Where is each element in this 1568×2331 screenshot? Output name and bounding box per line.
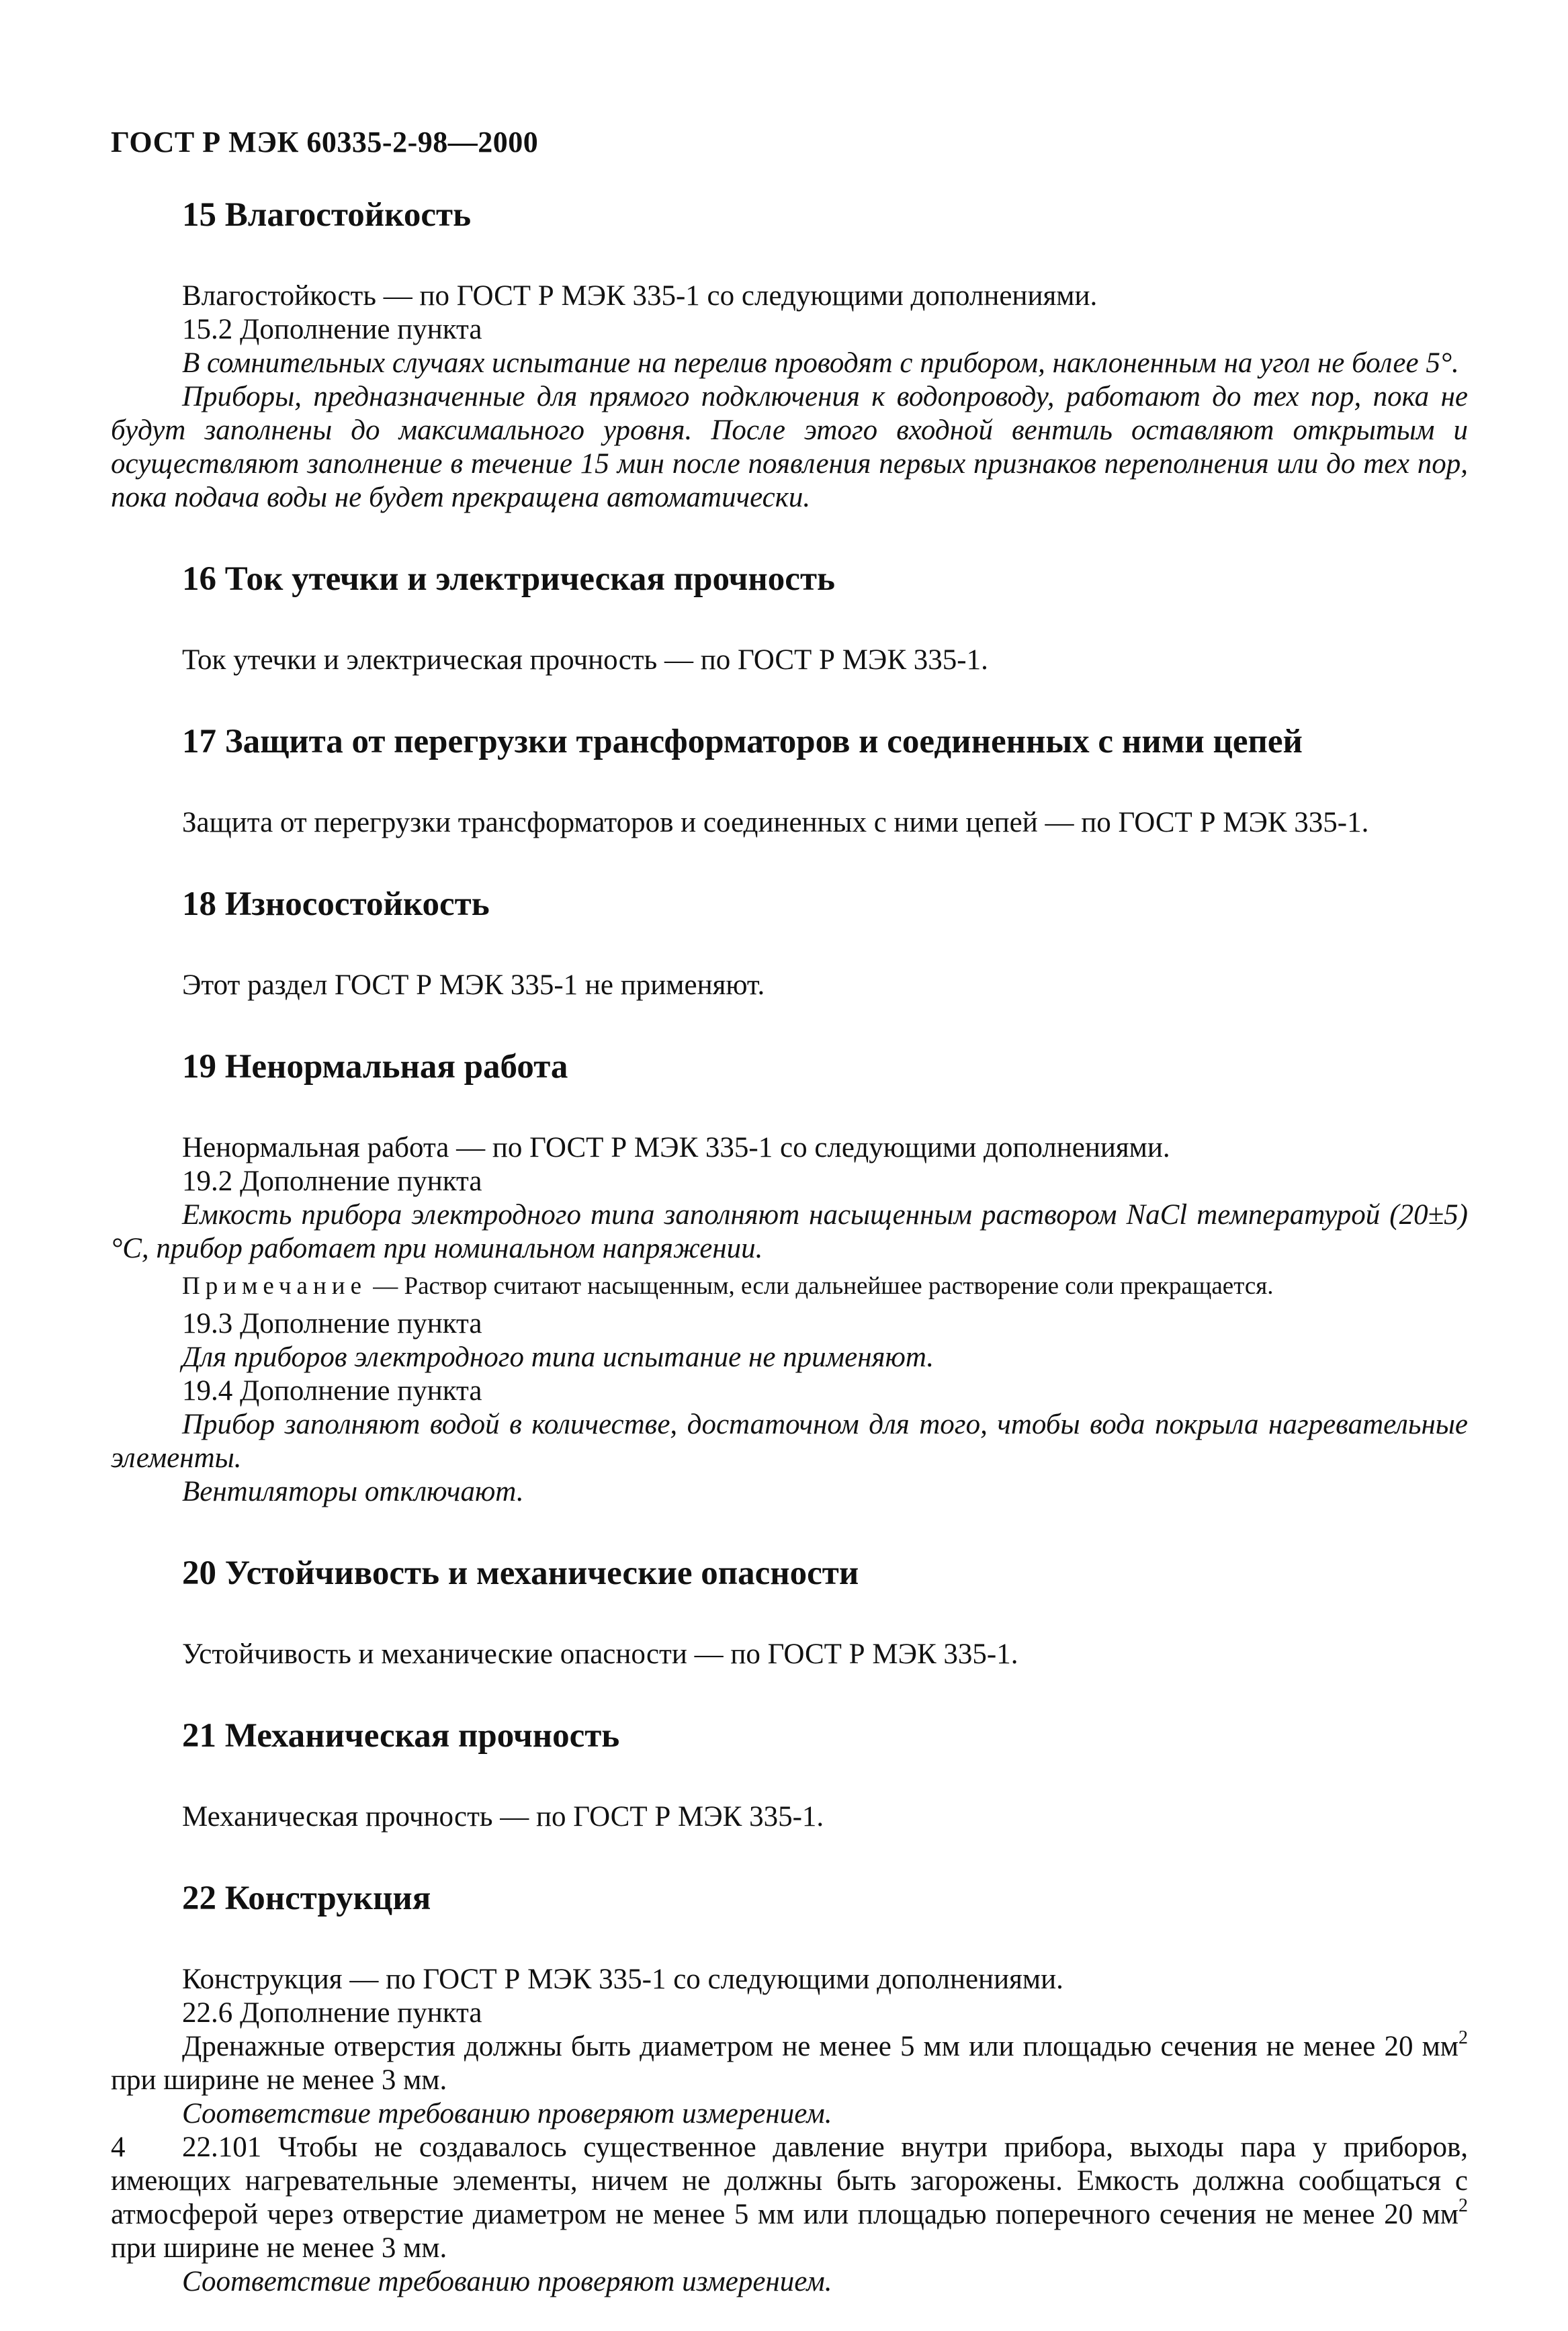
section-title: 18 Износостойкость <box>182 885 490 923</box>
section-18 <box>111 884 1468 1002</box>
paragraph: Для приборов электродного типа испытание не применяют. <box>182 1342 934 1373</box>
paragraph: 22.101 Чтобы не создавалось существенное давление внутри прибора, выходы пара у приборов, имеющих нагревательные элементы, ничем не должны быть загорожены. Емкость должна сообщаться с атмосферой через отверстие диаметром не менее 5 мм или площадью поперечного сечения не менее 20 $мм^2$ при ширине не менее 3 мм. <box>111 2131 1468 2264</box>
paragraph: Вентиляторы отключают. <box>182 1476 524 1507</box>
section-title: 21 Механическая прочность <box>182 1717 620 1755</box>
section-21 <box>111 1716 1468 1834</box>
clause-heading: 19.2 Дополнение пункта <box>182 1166 482 1197</box>
clause-heading: 19.4 Дополнение пункта <box>182 1375 482 1407</box>
paragraph: Конструкция — по ГОСТ Р МЭК 335-1 со следующими дополнениями. <box>182 1964 1063 1995</box>
paragraph: Влагостойкость — по ГОСТ Р МЭК 335-1 со следующими дополнениями. <box>182 280 1098 312</box>
paragraph: Соответствие требованию проверяют измерением. <box>182 2266 832 2297</box>
clause-heading: 19.3 Дополнение пункта <box>182 1308 482 1339</box>
paragraph: Емкость прибора электродного типа заполняют насыщенным раствором NaCl температурой (20±5) °С, прибор работает при номинальном напряжении. <box>111 1199 1468 1264</box>
paragraph: Прибор заполняют водой в количестве, достаточном для того, чтобы вода покрыла нагревательные элементы. <box>111 1409 1468 1474</box>
section-title: 20 Устойчивость и механические опасности <box>182 1554 859 1592</box>
paragraph: Этот раздел ГОСТ Р МЭК 335-1 не применяют. <box>182 969 765 1001</box>
paragraph: Соответствие требованию проверяют измерением. <box>182 2098 832 2129</box>
note-label: Примечание <box>182 1272 367 1300</box>
section-19 <box>111 1047 1468 1509</box>
note <box>111 1270 1468 1303</box>
paragraph: Механическая прочность — по ГОСТ Р МЭК 335-1. <box>182 1801 824 1833</box>
section-title: 22 Конструкция <box>182 1880 431 1917</box>
section-title: 16 Ток утечки и электрическая прочность <box>182 560 835 598</box>
paragraph: Ток утечки и электрическая прочность — по ГОСТ Р МЭК 335-1. <box>182 644 988 676</box>
clause-heading: 22.6 Дополнение пункта <box>182 1997 482 2029</box>
document-header: ГОСТ Р МЭК 60335-2-98—2000 <box>111 126 539 159</box>
section-15 <box>111 195 1468 515</box>
section-title: 17 Защита от перегрузки трансформаторов и соединенных с ними цепей <box>182 723 1303 760</box>
section-20 <box>111 1553 1468 1671</box>
paragraph: Дренажные отверстия должны быть диаметром не менее 5 мм или площадью сечения не менее 20 $мм^2$ при ширине не менее 3 мм. <box>111 2027 1468 2096</box>
section-title: 19 Ненормальная работа <box>182 1048 568 1086</box>
paragraph: Устойчивость и механические опасности — по ГОСТ Р МЭК 335-1. <box>182 1638 1018 1670</box>
paragraph: Приборы, предназначенные для прямого подключения к водопроводу, работают до тех пор, пока не будут заполнены до максимального уровня. После этого входной вентиль оставляют открытым и осуществляют заполнение в течение 15 мин после появления первых признаков переполнения или до тех пор, пока подача воды не будет прекращена автоматически. <box>111 381 1468 513</box>
section-title: 15 Влагостойкость <box>182 196 472 234</box>
note-text: — Раствор считают насыщенным, если дальнейшее растворение соли прекращается. <box>367 1272 1274 1300</box>
document-content <box>111 195 1468 2299</box>
section-17 <box>111 721 1468 840</box>
section-22 <box>111 1878 1468 2299</box>
paragraph: Защита от перегрузки трансформаторов и соединенных с ними цепей — по ГОСТ Р МЭК 335-1. <box>182 807 1369 838</box>
clause-heading: 15.2 Дополнение пункта <box>182 314 482 345</box>
paragraph: В сомнительных случаях испытание на перелив проводят с прибором, наклоненным на угол не более 5°. <box>182 347 1459 379</box>
page-number: 4 <box>111 2131 126 2163</box>
section-16 <box>111 559 1468 677</box>
paragraph: Ненормальная работа — по ГОСТ Р МЭК 335-1 со следующими дополнениями. <box>182 1132 1170 1163</box>
